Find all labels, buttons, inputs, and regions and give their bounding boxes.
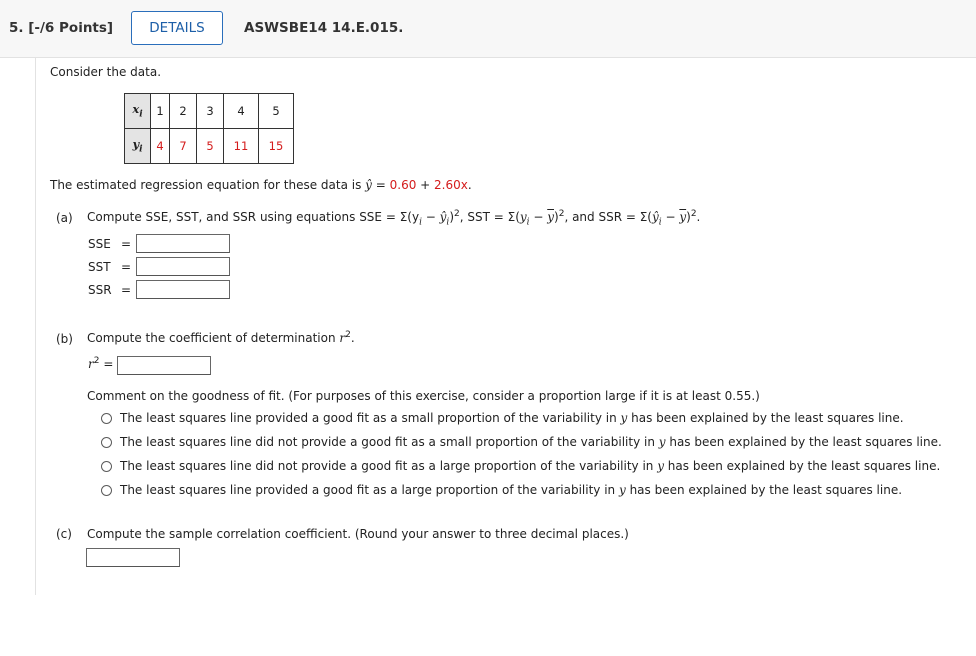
option-text: The least squares line did not provide a good fit as a large proportion of the variability in y has been explained by the least squares line. [120,459,941,473]
details-button[interactable]: DETAILS [131,11,223,45]
x-cell: 1 [151,94,170,129]
ssr-label: SSR [88,283,112,297]
part-a-label: (a) [56,211,73,225]
part-a-prompt: Compute SSE, SST, and SSR using equations SSE = $\Sigma(y_i$ − $ŷ_i)^2$, SST = $\Sigma(y_i - \overline{y})^2$, and SSR = $\Sigma(ŷ_i - \overline{y})^2$. [87,209,701,228]
question-code: ASWSBE14 14.E.015. [244,20,404,36]
ssr-input[interactable] [136,280,230,299]
y-cell: 5 [197,129,224,164]
r2-label: $r^2$ = [88,356,114,371]
x-cell: 5 [259,94,294,129]
table-row-y [125,129,294,164]
regression-equation: The estimated regression equation for these data is ŷ = 0.60 + 2.60x. [50,178,472,192]
correlation-input[interactable] [86,548,180,567]
x-header: $x_i$ [125,94,151,129]
question-header [0,0,976,58]
x-cell: 2 [170,94,197,129]
question-number: 5. [-/6 Points] [9,20,114,36]
sse-equals: = [121,237,132,251]
option-text: The least squares line provided a good fit as a small proportion of the variability in y has been explained by the least squares line. [120,411,904,425]
y-cell: 11 [224,129,259,164]
sst-equals: = [121,260,132,274]
x-cell: 3 [197,94,224,129]
y-header: $y_i$ [125,129,151,164]
y-cell: 4 [151,129,170,164]
part-c-prompt: Compute the sample correlation coefficient. (Round your answer to three decimal places.) [87,527,629,541]
left-border [35,58,36,595]
option-radio[interactable] [101,485,112,496]
option-radio[interactable] [101,413,112,424]
r2-input[interactable] [117,356,211,375]
sse-input[interactable] [136,234,230,253]
sst-label: SST [88,260,111,274]
option-text: The least squares line did not provide a good fit as a small proportion of the variability in y has been explained by the least squares line. [120,435,942,449]
intro-text: Consider the data. [50,65,162,79]
part-c-label: (c) [56,527,72,541]
sst-input[interactable] [136,257,230,276]
ssr-equals: = [121,283,132,297]
table-row-x [125,94,294,129]
sse-label: SSE [88,237,111,251]
option-radio[interactable] [101,437,112,448]
y-cell: 15 [259,129,294,164]
option-text: The least squares line provided a good fit as a large proportion of the variability in y has been explained by the least squares line. [120,483,903,497]
part-b-label: (b) [56,332,73,346]
part-b-prompt: Compute the coefficient of determination $r^2$. [87,330,355,345]
option-radio[interactable] [101,461,112,472]
comment-prompt: Comment on the goodness of fit. (For purposes of this exercise, consider a proportion large if it is at least 0.55.) [87,389,760,403]
y-cell: 7 [170,129,197,164]
data-table [124,93,294,164]
x-cell: 4 [224,94,259,129]
